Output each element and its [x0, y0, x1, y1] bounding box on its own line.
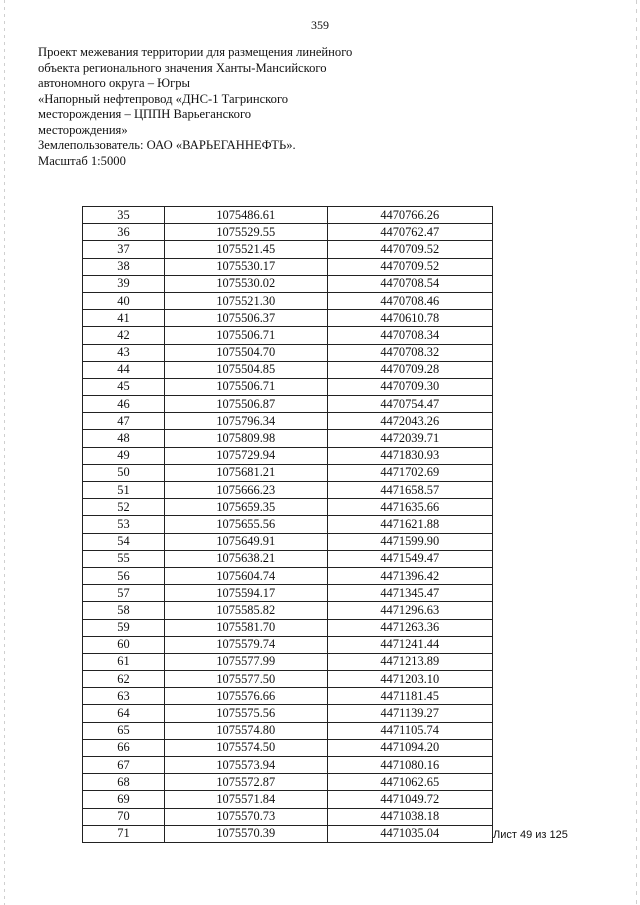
x-coordinate-cell: 1075572.87 — [165, 774, 328, 791]
point-number-cell: 66 — [83, 739, 165, 756]
x-coordinate-cell: 1075506.87 — [165, 396, 328, 413]
point-number-cell: 40 — [83, 292, 165, 309]
point-number-cell: 45 — [83, 378, 165, 395]
point-number-cell: 50 — [83, 464, 165, 481]
point-number-cell: 37 — [83, 241, 165, 258]
y-coordinate-cell: 4470766.26 — [327, 207, 492, 224]
y-coordinate-cell: 4471094.20 — [327, 739, 492, 756]
point-number-cell: 63 — [83, 688, 165, 705]
table-row — [83, 430, 493, 447]
x-coordinate-cell: 1075575.56 — [165, 705, 328, 722]
x-coordinate-cell: 1075506.71 — [165, 327, 328, 344]
y-coordinate-cell: 4471658.57 — [327, 482, 492, 499]
table-row — [83, 482, 493, 499]
y-coordinate-cell: 4471345.47 — [327, 585, 492, 602]
scan-edge-left — [4, 0, 5, 905]
point-number-cell: 70 — [83, 808, 165, 825]
y-coordinate-cell: 4471203.10 — [327, 671, 492, 688]
point-number-cell: 54 — [83, 533, 165, 550]
y-coordinate-cell: 4470708.46 — [327, 292, 492, 309]
x-coordinate-cell: 1075729.94 — [165, 447, 328, 464]
x-coordinate-cell: 1075570.39 — [165, 825, 328, 842]
point-number-cell: 51 — [83, 482, 165, 499]
y-coordinate-cell: 4470708.34 — [327, 327, 492, 344]
point-number-cell: 36 — [83, 224, 165, 241]
table-row — [83, 602, 493, 619]
x-coordinate-cell: 1075577.99 — [165, 653, 328, 670]
y-coordinate-cell: 4471080.16 — [327, 757, 492, 774]
y-coordinate-cell: 4470709.30 — [327, 378, 492, 395]
table-row — [83, 292, 493, 309]
x-coordinate-cell: 1075529.55 — [165, 224, 328, 241]
point-number-cell: 56 — [83, 567, 165, 584]
x-coordinate-cell: 1075506.37 — [165, 310, 328, 327]
table-row — [83, 808, 493, 825]
x-coordinate-cell: 1075577.50 — [165, 671, 328, 688]
y-coordinate-cell: 4471213.89 — [327, 653, 492, 670]
x-coordinate-cell: 1075521.30 — [165, 292, 328, 309]
table-row — [83, 757, 493, 774]
y-coordinate-cell: 4470762.47 — [327, 224, 492, 241]
point-number-cell: 46 — [83, 396, 165, 413]
table-row — [83, 413, 493, 430]
table-row — [83, 378, 493, 395]
table-row — [83, 516, 493, 533]
header-line: месторождения» — [38, 122, 128, 137]
table-row — [83, 791, 493, 808]
y-coordinate-cell: 4472039.71 — [327, 430, 492, 447]
x-coordinate-cell: 1075530.02 — [165, 275, 328, 292]
table-row — [83, 774, 493, 791]
point-number-cell: 42 — [83, 327, 165, 344]
header-line: Проект межевания территории для размещения линейного — [38, 45, 353, 59]
point-number-cell: 44 — [83, 361, 165, 378]
page-number: 359 — [311, 18, 329, 32]
table-row — [83, 705, 493, 722]
y-coordinate-cell: 4472043.26 — [327, 413, 492, 430]
point-number-cell: 58 — [83, 602, 165, 619]
y-coordinate-cell: 4471263.36 — [327, 619, 492, 636]
x-coordinate-cell: 1075521.45 — [165, 241, 328, 258]
scale-line: Масштаб 1:5000 — [38, 153, 126, 168]
table-row — [83, 533, 493, 550]
y-coordinate-cell: 4471062.65 — [327, 774, 492, 791]
x-coordinate-cell: 1075530.17 — [165, 258, 328, 275]
x-coordinate-cell: 1075506.71 — [165, 378, 328, 395]
point-number-cell: 62 — [83, 671, 165, 688]
y-coordinate-cell: 4470709.52 — [327, 258, 492, 275]
x-coordinate-cell: 1075504.70 — [165, 344, 328, 361]
table-row — [83, 344, 493, 361]
y-coordinate-cell: 4471038.18 — [327, 808, 492, 825]
sheet-counter: Лист 49 из 125 — [493, 829, 568, 841]
point-number-cell: 52 — [83, 499, 165, 516]
point-number-cell: 55 — [83, 550, 165, 567]
y-coordinate-cell: 4470708.32 — [327, 344, 492, 361]
x-coordinate-cell: 1075504.85 — [165, 361, 328, 378]
point-number-cell: 65 — [83, 722, 165, 739]
x-coordinate-cell: 1075576.66 — [165, 688, 328, 705]
table-row — [83, 447, 493, 464]
point-number-cell: 57 — [83, 585, 165, 602]
header-line: месторождения – ЦППН Варьеганского — [38, 107, 252, 121]
table-row — [83, 653, 493, 670]
y-coordinate-cell: 4470610.78 — [327, 310, 492, 327]
table-row — [83, 224, 493, 241]
y-coordinate-cell: 4471549.47 — [327, 550, 492, 567]
y-coordinate-cell: 4471105.74 — [327, 722, 492, 739]
x-coordinate-cell: 1075681.21 — [165, 464, 328, 481]
point-number-cell: 59 — [83, 619, 165, 636]
x-coordinate-cell: 1075796.34 — [165, 413, 328, 430]
table-row — [83, 327, 493, 344]
point-number-cell: 43 — [83, 344, 165, 361]
y-coordinate-cell: 4471296.63 — [327, 602, 492, 619]
table-row — [83, 464, 493, 481]
x-coordinate-cell: 1075604.74 — [165, 567, 328, 584]
x-coordinate-cell: 1075486.61 — [165, 207, 328, 224]
x-coordinate-cell: 1075649.91 — [165, 533, 328, 550]
x-coordinate-cell: 1075573.94 — [165, 757, 328, 774]
point-number-cell: 69 — [83, 791, 165, 808]
x-coordinate-cell: 1075579.74 — [165, 636, 328, 653]
x-coordinate-cell: 1075585.82 — [165, 602, 328, 619]
x-coordinate-cell: 1075574.50 — [165, 739, 328, 756]
y-coordinate-cell: 4471599.90 — [327, 533, 492, 550]
table-row — [83, 825, 493, 842]
point-number-cell: 39 — [83, 275, 165, 292]
table-row — [83, 636, 493, 653]
y-coordinate-cell: 4471049.72 — [327, 791, 492, 808]
y-coordinate-cell: 4470754.47 — [327, 396, 492, 413]
point-number-cell: 48 — [83, 430, 165, 447]
table-row — [83, 739, 493, 756]
y-coordinate-cell: 4471241.44 — [327, 636, 492, 653]
point-number-cell: 38 — [83, 258, 165, 275]
table-row — [83, 550, 493, 567]
y-coordinate-cell: 4470708.54 — [327, 275, 492, 292]
y-coordinate-cell: 4470709.28 — [327, 361, 492, 378]
table-row — [83, 585, 493, 602]
x-coordinate-cell: 1075594.17 — [165, 585, 328, 602]
y-coordinate-cell: 4470709.52 — [327, 241, 492, 258]
y-coordinate-cell: 4471396.42 — [327, 567, 492, 584]
x-coordinate-cell: 1075638.21 — [165, 550, 328, 567]
table-row — [83, 258, 493, 275]
y-coordinate-cell: 4471635.66 — [327, 499, 492, 516]
y-coordinate-cell: 4471035.04 — [327, 825, 492, 842]
y-coordinate-cell: 4471181.45 — [327, 688, 492, 705]
x-coordinate-cell: 1075574.80 — [165, 722, 328, 739]
land-user-line: Землепользователь: ОАО «ВАРЬЕГАННЕФТЬ». — [38, 138, 296, 152]
table-row — [83, 499, 493, 516]
point-number-cell: 68 — [83, 774, 165, 791]
y-coordinate-cell: 4471139.27 — [327, 705, 492, 722]
header-line: автономного округа – Югры — [38, 76, 191, 90]
table-row — [83, 207, 493, 224]
table-row — [83, 688, 493, 705]
table-row — [83, 361, 493, 378]
table-row — [83, 619, 493, 636]
x-coordinate-cell: 1075571.84 — [165, 791, 328, 808]
table-row — [83, 275, 493, 292]
x-coordinate-cell: 1075570.73 — [165, 808, 328, 825]
x-coordinate-cell: 1075666.23 — [165, 482, 328, 499]
x-coordinate-cell: 1075581.70 — [165, 619, 328, 636]
point-number-cell: 49 — [83, 447, 165, 464]
point-number-cell: 61 — [83, 653, 165, 670]
x-coordinate-cell: 1075809.98 — [165, 430, 328, 447]
point-number-cell: 64 — [83, 705, 165, 722]
point-number-cell: 41 — [83, 310, 165, 327]
table-row — [83, 671, 493, 688]
coordinates-table-body — [83, 207, 493, 843]
y-coordinate-cell: 4471621.88 — [327, 516, 492, 533]
point-number-cell: 53 — [83, 516, 165, 533]
table-row — [83, 722, 493, 739]
header-line: «Напорный нефтепровод «ДНС-1 Тагринского — [38, 91, 289, 106]
x-coordinate-cell: 1075659.35 — [165, 499, 328, 516]
table-row — [83, 567, 493, 584]
point-number-cell: 71 — [83, 825, 165, 842]
table-row — [83, 396, 493, 413]
scan-edge-right — [636, 0, 637, 905]
y-coordinate-cell: 4471830.93 — [327, 447, 492, 464]
point-number-cell: 60 — [83, 636, 165, 653]
x-coordinate-cell: 1075655.56 — [165, 516, 328, 533]
table-row — [83, 310, 493, 327]
y-coordinate-cell: 4471702.69 — [327, 464, 492, 481]
table-row — [83, 241, 493, 258]
point-number-cell: 35 — [83, 207, 165, 224]
header-line: объекта регионального значения Ханты-Мансийского — [38, 60, 327, 75]
document-header — [38, 45, 368, 169]
coordinates-table — [82, 206, 493, 843]
point-number-cell: 67 — [83, 757, 165, 774]
point-number-cell: 47 — [83, 413, 165, 430]
